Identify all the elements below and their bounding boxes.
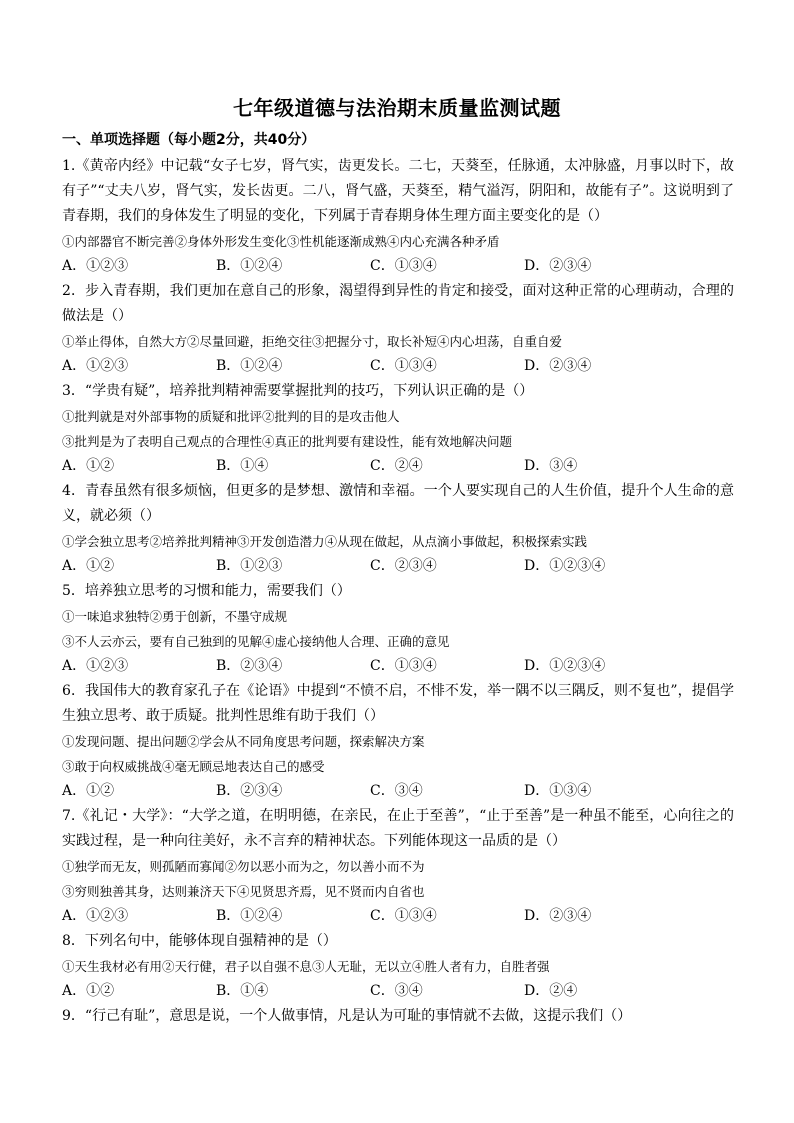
question-6 (62, 679, 734, 804)
question-statements: ①内部器官不断完善②身体外形发生变化③性机能逐渐成熟④内心充满各种矛盾 (62, 234, 500, 249)
question-stem: 8．下列名句中，能够体现自强精神的是（） (62, 933, 337, 949)
question-4 (62, 479, 734, 579)
question-stem: 6．我国伟大的教育家孔子在《论语》中提到“不愤不启，不悱不发，举一隅不以三隅反，则不复也”，提倡学生独立思考、敢于质疑。批判性思维有助于我们（） (62, 683, 734, 724)
option-c[interactable]: C．②③④ (370, 558, 437, 574)
options-row (62, 354, 734, 379)
question-2 (62, 279, 734, 379)
option-b[interactable]: B．①④ (216, 983, 269, 999)
option-d[interactable]: D．①②③④ (524, 658, 606, 674)
options-row (62, 904, 734, 929)
question-1 (62, 154, 734, 279)
option-b[interactable]: B．①②④ (216, 258, 283, 274)
section-heading: 一、单项选择题（每小题2分，共40分） (62, 132, 316, 148)
options-row (62, 554, 734, 579)
question-statements: ③穷则独善其身，达则兼济天下④见贤思齐焉，见不贤而内自省也 (62, 884, 425, 899)
question-statements: ①一味追求独特②勇于创新，不墨守成规 (62, 609, 288, 624)
options-row (62, 654, 734, 679)
options-row (62, 254, 734, 279)
question-3 (62, 379, 734, 479)
question-9 (62, 1004, 734, 1029)
question-list (62, 154, 734, 1029)
question-stem: 3．“学贵有疑”，培养批判精神需要掌握批判的技巧，下列认识正确的是（） (62, 383, 534, 399)
question-7 (62, 804, 734, 929)
question-stem: 5．培养独立思考的习惯和能力，需要我们（） (62, 583, 351, 599)
page-title: 七年级道德与法治期末质量监测试题 (233, 96, 561, 120)
option-c[interactable]: C．③④ (370, 783, 423, 799)
option-a[interactable]: A．①②③ (62, 908, 129, 924)
option-b[interactable]: B．①②④ (216, 358, 283, 374)
question-statements: ③不人云亦云，要有自己独到的见解④虚心接纳他人合理、正确的意见 (62, 634, 450, 649)
option-d[interactable]: D．①③④ (524, 783, 592, 799)
option-d[interactable]: D．②③④ (524, 358, 592, 374)
option-a[interactable]: A．①②③ (62, 658, 129, 674)
question-statements: ①举止得体，自然大方②尽量回避，拒绝交往③把握分寸，取长补短④内心坦荡，自重自爱 (62, 334, 563, 349)
option-c[interactable]: C．①③④ (370, 908, 437, 924)
question-stem: 1.《黄帝内经》中记载“女子七岁，肾气实，齿更发长。二七，天葵至，任脉通，太冲脉盛，月事以时下，故有子”“丈夫八岁，肾气实，发长齿更。二八，肾气盛，天葵至，精气溢泻，阴阳和，故能有子”。这说明到了青春期，我们的身体发生了明显的变化，下列属于青春期身体生理方面主要变化的是（） (62, 158, 734, 224)
option-b[interactable]: B．①②④ (216, 908, 283, 924)
question-statements: ①批判就是对外部事物的质疑和批评②批判的目的是攻击他人 (62, 409, 400, 424)
option-b[interactable]: B．①④ (216, 458, 269, 474)
question-statements: ①学会独立思考②培养批判精神③开发创造潜力④从现在做起，从点滴小事做起，积极探索实践 (62, 534, 588, 549)
option-a[interactable]: A．①②③ (62, 358, 129, 374)
question-statements: ③批判是为了表明自己观点的合理性④真正的批判要有建设性，能有效地解决问题 (62, 434, 513, 449)
question-statements: ①独学而无友，则孤陋而寡闻②勿以恶小而为之，勿以善小而不为 (62, 859, 425, 874)
options-row (62, 979, 734, 1004)
question-stem: 2．步入青春期，我们更加在意自己的形象，渴望得到异性的肯定和接受，面对这种正常的心理萌动，合理的做法是（） (62, 283, 734, 324)
option-a[interactable]: A．①② (62, 983, 115, 999)
option-b[interactable]: B．②③④ (216, 783, 283, 799)
question-stem: 4．青春虽然有很多烦恼，但更多的是梦想、激情和幸福。一个人要实现自己的人生价值，提升个人生命的意义，就必须（） (62, 483, 734, 524)
option-a[interactable]: A．①② (62, 558, 115, 574)
question-statements: ①发现问题、提出问题②学会从不同角度思考问题，探索解决方案 (62, 734, 425, 749)
option-d[interactable]: D．②④ (524, 983, 578, 999)
option-c[interactable]: C．①③④ (370, 658, 437, 674)
option-a[interactable]: A．①②③ (62, 258, 129, 274)
question-stem: 7.《礼记・大学》：“大学之道，在明明德，在亲民，在止于至善”，“止于至善”是一种虽不能至，心向往之的实践过程，是一种向往美好，永不言弃的精神状态。下列能体现这一品质的是（） (62, 808, 734, 849)
option-c[interactable]: C．③④ (370, 983, 423, 999)
option-d[interactable]: D．②③④ (524, 908, 592, 924)
option-b[interactable]: B．②③④ (216, 658, 283, 674)
question-statements: ①天生我材必有用②天行健，君子以自强不息③人无耻，无以立④胜人者有力，自胜者强 (62, 959, 550, 974)
option-a[interactable]: A．①② (62, 783, 115, 799)
question-stem: 9．“行己有耻”，意思是说，一个人做事情，凡是认为可耻的事情就不去做，这提示我们（） (62, 1008, 632, 1024)
option-d[interactable]: D．①②③④ (524, 558, 606, 574)
options-row (62, 454, 734, 479)
option-c[interactable]: C．①③④ (370, 358, 437, 374)
option-a[interactable]: A．①② (62, 458, 115, 474)
question-5 (62, 579, 734, 679)
option-b[interactable]: B．①②③ (216, 558, 283, 574)
option-c[interactable]: C．②④ (370, 458, 423, 474)
option-d[interactable]: D．②③④ (524, 258, 592, 274)
option-d[interactable]: D．③④ (524, 458, 578, 474)
question-8 (62, 929, 734, 1004)
options-row (62, 779, 734, 804)
option-c[interactable]: C．①③④ (370, 258, 437, 274)
question-statements: ③敢于向权威挑战④毫无顾忌地表达自己的感受 (62, 759, 325, 774)
